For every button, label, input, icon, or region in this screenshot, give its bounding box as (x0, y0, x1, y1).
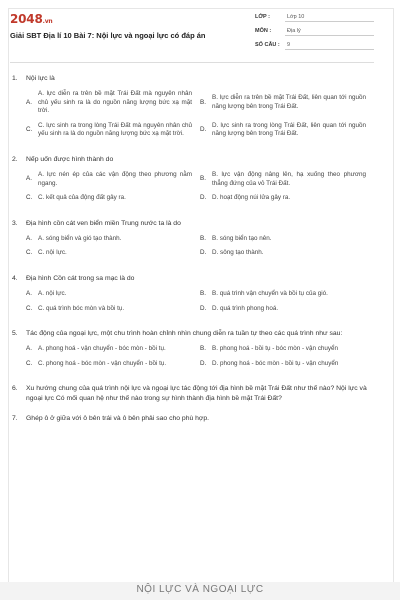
answer-option[interactable] (200, 171, 374, 188)
meta-value: Lớp 10 (285, 12, 374, 22)
answer-option[interactable] (26, 249, 200, 258)
question-item (12, 384, 374, 404)
question-item (12, 219, 374, 264)
option-text: A. lực diễn ra trên bề mặt Trái Đất mà nguyên nhân chủ yếu sinh ra là do nguồn năng lượng bức xạ mặt trời. (38, 90, 192, 115)
footer-label: NỘI LỰC VÀ NGOẠI LỰC (136, 584, 264, 595)
option-letter: C. (26, 359, 33, 367)
option-letter: A. (26, 345, 32, 353)
answer-option[interactable] (200, 290, 374, 299)
meta-value: Địa lý (285, 26, 374, 36)
option-letter: B. (200, 345, 206, 353)
answer-option[interactable] (200, 235, 374, 244)
question-text: Địa hình Cồn cát trong sa mạc là do (26, 274, 135, 282)
question-list (12, 74, 374, 434)
option-letter: C. (26, 126, 33, 134)
question-text: Xu hướng chung của quá trình nội lực và ngoại lực tác động tới địa hình bề mặt Trái Đất như thế nào? Nội lực và ngoại lực Có mối quan hệ như thế nào trong sự hình thành địa hình bề mặt Trái Đất? (26, 385, 367, 403)
question-item (12, 414, 374, 424)
question-stem (12, 414, 374, 424)
meta-row-count (255, 38, 374, 52)
answer-option[interactable] (26, 360, 200, 369)
meta-key: LỚP : (255, 14, 270, 20)
option-letter: A. (26, 234, 32, 242)
answer-option[interactable] (200, 90, 374, 116)
option-letter: C. (26, 249, 33, 257)
option-text: C. kết quả của động đất gây ra. (38, 194, 126, 202)
question-text: Nội lực là (26, 75, 55, 82)
logo-suffix: .vn (42, 18, 53, 25)
option-letter: B. (200, 234, 206, 242)
option-letter: B. (200, 175, 206, 183)
question-stem (12, 329, 374, 339)
question-number: 5. (12, 330, 18, 338)
question-stem (12, 74, 374, 84)
option-text: A. nội lực. (38, 289, 67, 297)
header-divider (10, 62, 374, 63)
option-letter: D. (200, 194, 207, 202)
answer-options (12, 171, 374, 209)
answer-option[interactable] (200, 360, 374, 369)
document-header (10, 10, 374, 56)
option-text: D. sông tạo thành. (212, 249, 264, 257)
question-item (12, 274, 374, 319)
option-text: B. lực diễn ra trên bề mặt Trái Đất, liên quan tới nguồn năng lượng bên trong Trái Đất. (212, 94, 366, 110)
option-text: D. hoạt động núi lửa gây ra. (212, 194, 291, 202)
option-letter: D. (200, 249, 207, 257)
question-text: Địa hình cồn cát ven biển miền Trung nước ta là do (26, 219, 181, 227)
option-letter: C. (26, 194, 33, 202)
option-letter: B. (200, 289, 206, 297)
question-text: Tác động của ngoại lực, một chu trình hoàn chỉnh nhìn chung diễn ra tuần tự theo các quá trình như sau: (26, 330, 343, 338)
option-letter: D. (200, 304, 207, 312)
option-letter: A. (26, 175, 32, 183)
answer-option[interactable] (26, 90, 200, 116)
meta-key: SỐ CÂU : (255, 42, 280, 48)
option-text: D. quá trình phong hoá. (212, 304, 279, 312)
question-number: 2. (12, 155, 18, 163)
question-number: 7. (12, 415, 18, 423)
question-stem (12, 155, 374, 165)
option-letter: C. (26, 304, 33, 312)
question-item (12, 155, 374, 209)
question-number: 3. (12, 219, 18, 227)
option-letter: D. (200, 126, 207, 134)
option-text: C. nội lực. (38, 249, 67, 257)
option-letter: B. (200, 98, 206, 106)
answer-option[interactable] (200, 345, 374, 354)
answer-option[interactable] (26, 194, 200, 203)
question-text: Nếp uốn được hình thành do (26, 155, 114, 163)
logo-text: 2048 (10, 12, 43, 26)
meta-info (255, 10, 374, 52)
option-text: A. phong hoá - vận chuyển - bóc mòn - bồi tụ. (38, 345, 166, 353)
answer-option[interactable] (26, 171, 200, 188)
question-stem (12, 219, 374, 229)
option-text: D. phong hoá - bóc mòn - bồi tụ - vận chuyển (212, 359, 339, 367)
answer-option[interactable] (200, 122, 374, 139)
question-stem (12, 274, 374, 284)
option-text: A. sóng biển và gió tạo thành. (38, 234, 122, 242)
answer-option[interactable] (26, 235, 200, 244)
question-text: Ghép ô ở giữa với ô bên trái và ô bên phải sao cho phù hợp. (26, 415, 210, 423)
option-text: C. lực sinh ra trong lòng Trái Đất mà nguyên nhân chủ yếu sinh ra là do nguồn năng lượng bức xạ mặt trời. (38, 121, 192, 138)
answer-option[interactable] (200, 249, 374, 258)
answer-options (12, 345, 374, 374)
question-item (12, 74, 374, 145)
option-text: B. quá trình vận chuyển và bồi tụ của gió. (212, 289, 328, 297)
question-stem (12, 384, 374, 404)
site-logo[interactable] (10, 12, 52, 26)
option-letter: D. (200, 359, 207, 367)
answer-option[interactable] (200, 305, 374, 314)
meta-key: MÔN : (255, 28, 272, 34)
option-letter: A. (26, 98, 32, 106)
option-text: C. phong hoá - bóc mòn - vận chuyển - bồi tụ. (38, 359, 167, 367)
answer-options (12, 90, 374, 145)
option-text: B. sóng biển tạo nên. (212, 234, 272, 242)
question-number: 4. (12, 274, 18, 282)
option-letter: A. (26, 289, 32, 297)
question-item (12, 329, 374, 374)
option-text: B. lực vận động nâng lên, hạ xuống theo phương thẳng đứng của vỏ Trái Đất. (212, 170, 366, 187)
question-number: 1. (12, 75, 18, 82)
answer-option[interactable] (26, 345, 200, 354)
answer-option[interactable] (26, 122, 200, 139)
document-title: Giải SBT Địa lí 10 Bài 7: Nội lực và ngoại lực có đáp án (10, 31, 206, 40)
question-number: 6. (12, 385, 18, 393)
answer-options (12, 235, 374, 264)
answer-option[interactable] (26, 290, 200, 299)
meta-value: 9 (285, 40, 374, 50)
option-text: C. quá trình bóc mòn và bồi tụ. (38, 304, 125, 312)
answer-option[interactable] (200, 194, 374, 203)
option-text: A. lực nén ép của các vận động theo phương nằm ngang. (38, 170, 192, 187)
option-text: B. phong hoá - bồi tụ - bóc mòn - vận chuyển (212, 345, 339, 353)
option-text: D. lực sinh ra trong lòng Trái Đất, liên quan tới nguồn năng lượng bên trong Trái Đất. (212, 121, 366, 138)
answer-options (12, 290, 374, 319)
answer-option[interactable] (26, 305, 200, 314)
meta-row-class (255, 10, 374, 24)
meta-row-subject (255, 24, 374, 38)
